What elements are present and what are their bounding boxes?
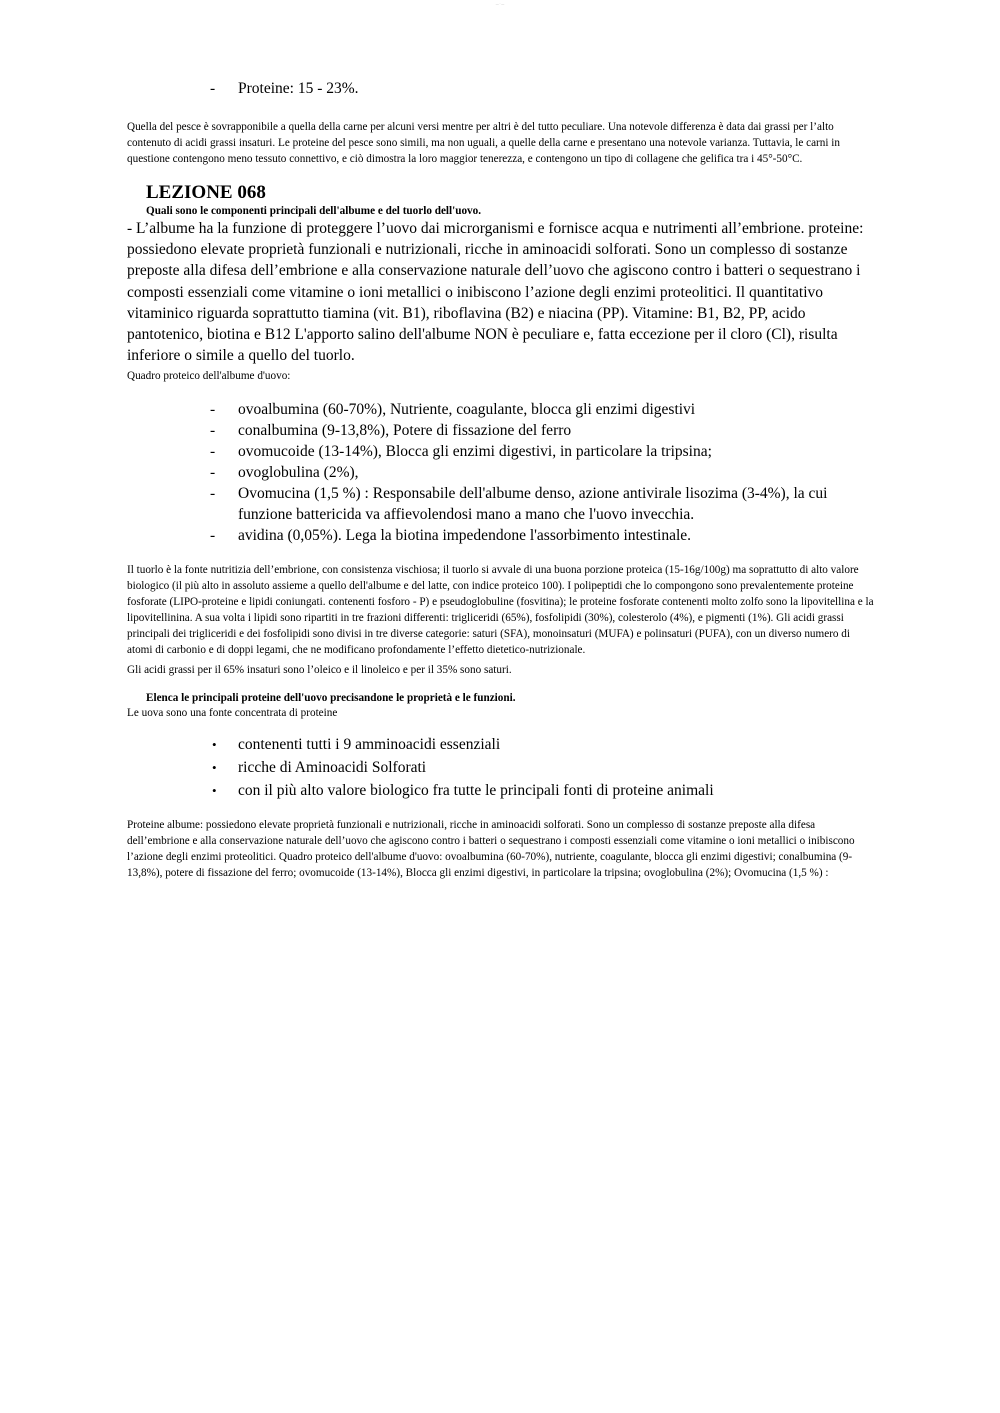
list-item-text: ricche di Aminoacidi Solforati [238, 759, 427, 777]
paragraph-final: Proteine albume: possiedono elevate proprietà funzionali e nutrizionali, ricche in aminoacidi solforati. Sono un complesso di sostanze preposte alla difesa dell’embrione e alla conservazione naturale dell’uovo che agiscono contro i batteri o sequestrano i composti essenziali come vitamine o ioni metallici o inibiscono l’azione degli enzimi proteolitici. Quadro proteico dell'albume d'uovo: ovoalbumina (60-70%), nutriente, coagulante, blocca gli enzimi digestivi; conalbumina (9-13,8%), potere di fissazione del ferro; ovomucoide (13-14%), Blocca gli enzimi digestivi, in particolare la tripsina; ovoglobulina (2%); Ovomucina (1,5 %) : [127, 819, 855, 880]
lesson-title: LEZIONE 068 [146, 182, 266, 203]
list-item-text: Ovomucina (1,5 %) : Responsabile dell'albume denso, azione antivirale lisozima (3-4%), la cui funzione battericida va affievolendosi mano a mano che l'uovo invecchia. [238, 485, 828, 524]
list-marker: - [210, 464, 216, 482]
list-marker: - [210, 422, 216, 440]
protein-list [127, 399, 877, 546]
eggs-list [127, 733, 877, 802]
paragraph-tuorlo: Il tuorlo è la fonte nutritizia dell’embrione, con consistenza vischiosa; il tuorlo si avvale di una buona porzione proteica (15-16g/100g) ma soprattutto di alto valore biologico (il più alto in assoluto assieme a quello dell'albume e del latte, con indice proteico 100). I polipeptidi che lo compongono sono prevalentemente proteine fosforate (LIPO-proteine e lipidi coniungati. contenenti fosforo - P) e pseudoglobuline (fosvitina); le proteine fosforate contenenti molto zolfo sono la lipovitellina e la lipovitellinina. A sua volta i lipidi sono ripartiti in tre frazioni differenti: trigliceridi (65%), fosfolipidi (30%), colesterolo (4%), e pigmenti (1%). Gli acidi grassi principali dei trigliceridi e dei fosfolipidi sono divisi in tre diverse categorie: saturi (SFA), monoinsaturi (MUFA) e polinsaturi (PUFA), con un diverso numero di atomi di carbonio e di doppi legami, che ne modificano profondamente l’effetto dietetico-nutrizionale. [127, 564, 874, 657]
question-heading: Quali sono le componenti principali dell'albume e del tuorlo dell'uovo. [146, 205, 482, 217]
top-list [127, 78, 877, 99]
list-item [127, 756, 877, 779]
list-item [127, 441, 877, 462]
list-item [127, 733, 877, 756]
list-item-text: ovoalbumina (60-70%), Nutriente, coagulante, blocca gli enzimi digestivi [238, 401, 696, 419]
list-item-text: conalbumina (9-13,8%), Potere di fissazione del ferro [238, 422, 572, 440]
question-heading: Elenca le principali proteine dell'uovo precisandone le proprietà e le funzioni. [146, 692, 516, 705]
list-item [127, 462, 877, 483]
list-marker: - [210, 527, 216, 545]
document-body [127, 78, 877, 881]
page-header-mark: — · — [495, 2, 505, 6]
bullet-icon: • [212, 760, 217, 776]
list-item [127, 779, 877, 802]
list-marker: - [210, 443, 216, 461]
list-marker: - [210, 80, 216, 97]
list-item-text: con il più alto valore biologico fra tutte le principali fonti di proteine animali [238, 782, 714, 800]
list-item-text: Proteine: 15 - 23%. [238, 80, 359, 97]
list-item [127, 420, 877, 441]
paragraph-albume: - L’albume ha la funzione di proteggere l’uovo dai microrganismi e fornisce acqua e nutrimenti all’embrione. proteine: possiedono elevate proprietà funzionali e nutrizionali, ricche in aminoacidi solforati. Sono un complesso di sostanze preposte alla difesa dell’embrione e alla conservazione naturale dell’uovo che agiscono contro i batteri o sequestrano i composti essenziali come vitamine o ioni metallici o inibiscono l’azione degli enzimi proteolitici. Il quantitativo vitaminico riguarda soprattutto tiamina (vit. B1), riboflavina (B2) e niacina (PP). Vitamine: B1, B2, PP, acido pantotenico, biotina e B12 L'apporto salino dell'albume NON è peculiare e, fatta eccezione per il cloro (Cl), risulta inferiore o simile a quello del tuorlo. [127, 220, 864, 365]
paragraph-acidi: Gli acidi grassi per il 65% insaturi sono l’oleico e il linoleico e per il 35% sono saturi. [127, 664, 512, 677]
list-item [127, 525, 877, 546]
bullet-icon: • [212, 737, 217, 753]
list-marker: - [210, 485, 216, 503]
list-item-text: ovomucoide (13-14%), Blocca gli enzimi digestivi, in particolare la tripsina; [238, 443, 712, 461]
paragraph-fish: Quella del pesce è sovrapponibile a quella della carne per alcuni versi mentre per altri è del tutto peculiare. Una notevole differenza è data dai grassi per l’alto contenuto di acidi grassi insaturi. Le proteine del pesce sono simili, ma non uguali, a quelle della carne e presentano una notevole varianza. Tuttavia, le carni in questione contengono meno tessuto connettivo, e ciò dimostra la loro maggior tenerezza, e contengono un tipo di collagene che gelifica tra i 45°-50°C. [127, 121, 840, 165]
protein-intro: Quadro proteico dell'albume d'uovo: [127, 370, 291, 383]
list-item-text: ovoglobulina (2%), [238, 464, 359, 482]
list-item [127, 399, 877, 420]
list-item [127, 483, 877, 525]
list-item [127, 78, 877, 99]
list-item-text: avidina (0,05%). Lega la biotina impedendone l'assorbimento intestinale. [238, 527, 692, 545]
list-item-text: contenenti tutti i 9 amminoacidi essenziali [238, 736, 501, 754]
list-marker: - [210, 401, 216, 419]
bullet-icon: • [212, 783, 217, 799]
eggs-intro: Le uova sono una fonte concentrata di proteine [127, 707, 338, 720]
